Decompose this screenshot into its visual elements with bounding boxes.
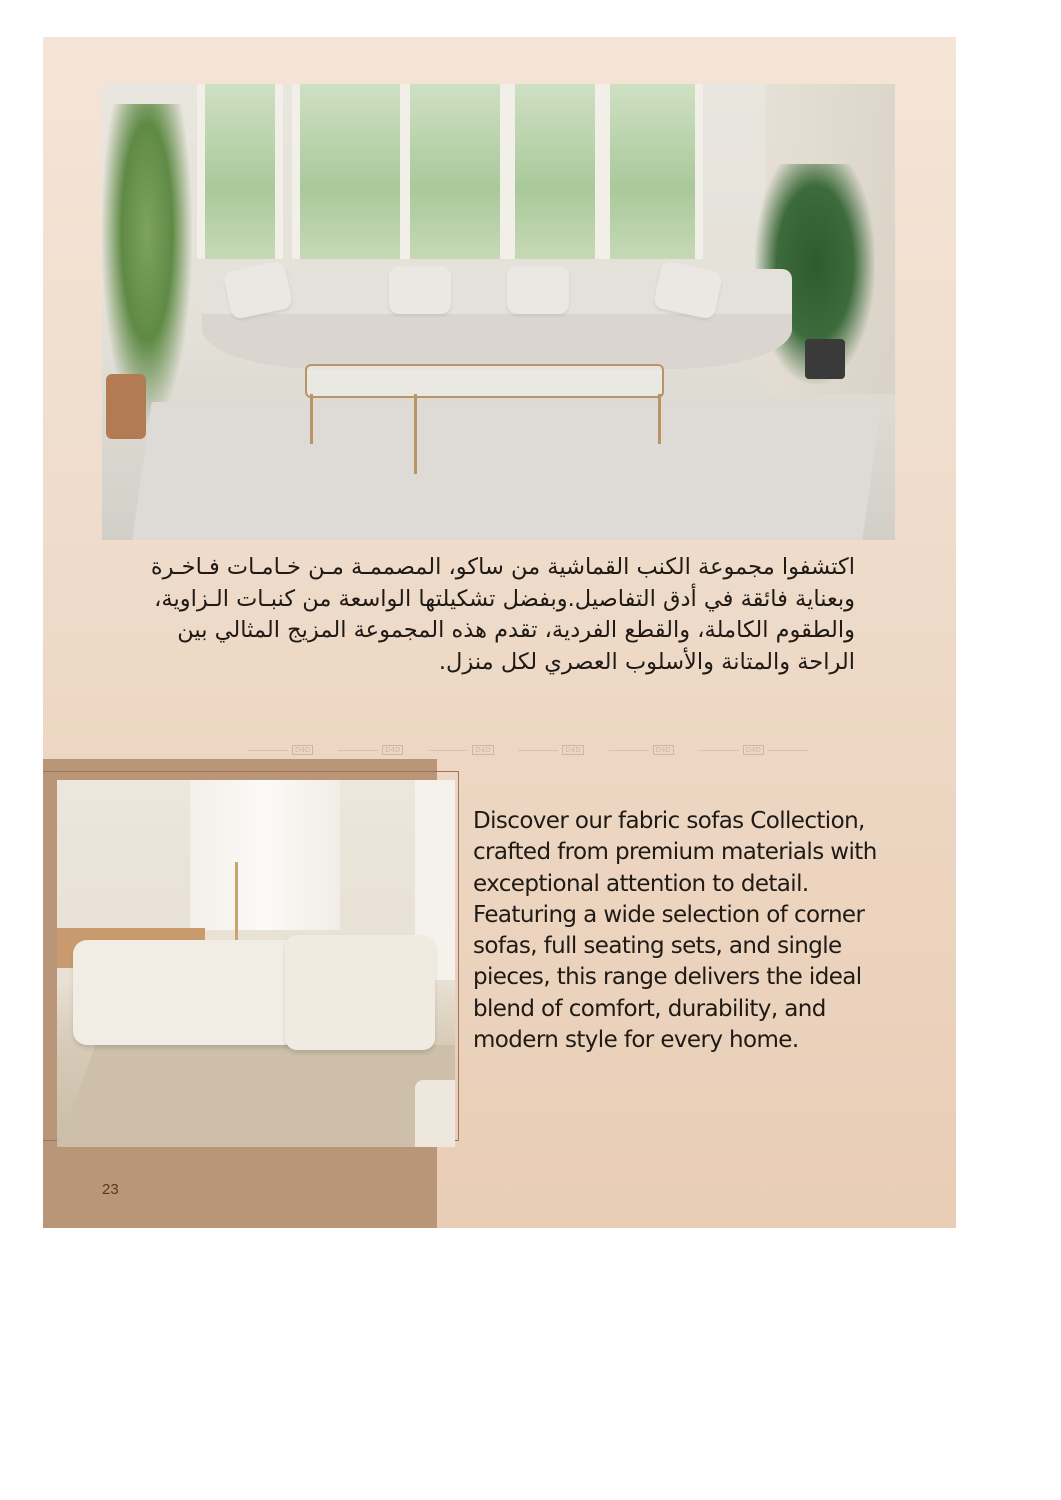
arabic-line: والطقوم الكاملة، والقطع الفردية، تقدم هذه المجموعة المزيج المثالي بين — [177, 617, 855, 643]
watermark — [518, 745, 583, 755]
english-paragraph: Featuring a wide selection of corner sofas, full seating sets, and single pieces, this range delivers the ideal blend of comfort, durability, and modern style for every home. — [473, 901, 865, 1054]
watermark — [428, 745, 493, 755]
table-leg — [658, 394, 661, 444]
watermark-logo-icon: D4D — [382, 745, 403, 755]
window-pane — [602, 84, 703, 259]
table-leg — [414, 394, 417, 474]
window-pane — [197, 84, 283, 259]
watermark-logo-icon: D4D — [562, 745, 583, 755]
ottoman — [415, 1080, 455, 1147]
rug — [58, 1045, 455, 1147]
rug — [132, 402, 881, 540]
planter-left — [106, 374, 146, 439]
watermark-logo-icon: D4D — [653, 745, 674, 755]
watermark — [338, 745, 403, 755]
window-pane — [507, 84, 603, 259]
watermark-logo-icon: D4D — [743, 745, 764, 755]
arabic-line: اكتشفوا مجموعة الكنب القماشية من ساكو، المصممـة مـن خـامـات فـاخـرة — [150, 554, 855, 580]
table-leg — [310, 394, 313, 444]
cushion — [507, 266, 569, 314]
window-pane — [402, 84, 508, 259]
floor-lamp — [235, 862, 238, 942]
cushion — [389, 266, 451, 314]
arabic-line: وبعناية فائقة في أدق التفاصيل.وبفضل تشكيلتها الواسعة من كنبـات الـزاوية، — [154, 585, 855, 612]
glass-coffee-table — [305, 364, 664, 398]
watermark — [609, 745, 674, 755]
english-paragraph: Discover our fabric sofas Collection, crafted from premium materials with exceptional attention to detail. — [473, 808, 877, 897]
corner-sofa-photo — [57, 780, 455, 1147]
boucle-sofa-chaise — [285, 935, 435, 1050]
watermark — [699, 745, 808, 755]
watermark — [248, 745, 313, 755]
watermark-logo-icon: D4D — [472, 745, 493, 755]
boucle-sofa-main — [73, 940, 298, 1045]
arabic-line: الراحة والمتانة والأسلوب العصري لكل منزل. — [438, 648, 855, 675]
page-number: 23 — [102, 1181, 119, 1198]
watermark-strip — [248, 742, 808, 758]
hero-living-room-photo — [102, 84, 895, 540]
sheer-curtain — [190, 780, 340, 930]
window-pane — [292, 84, 408, 259]
english-description — [473, 806, 903, 1056]
curved-sofa-seat — [202, 314, 792, 369]
planter-right — [805, 339, 845, 379]
arabic-description — [105, 552, 855, 678]
brochure-page — [43, 37, 956, 1228]
watermark-logo-icon: D4D — [292, 745, 313, 755]
